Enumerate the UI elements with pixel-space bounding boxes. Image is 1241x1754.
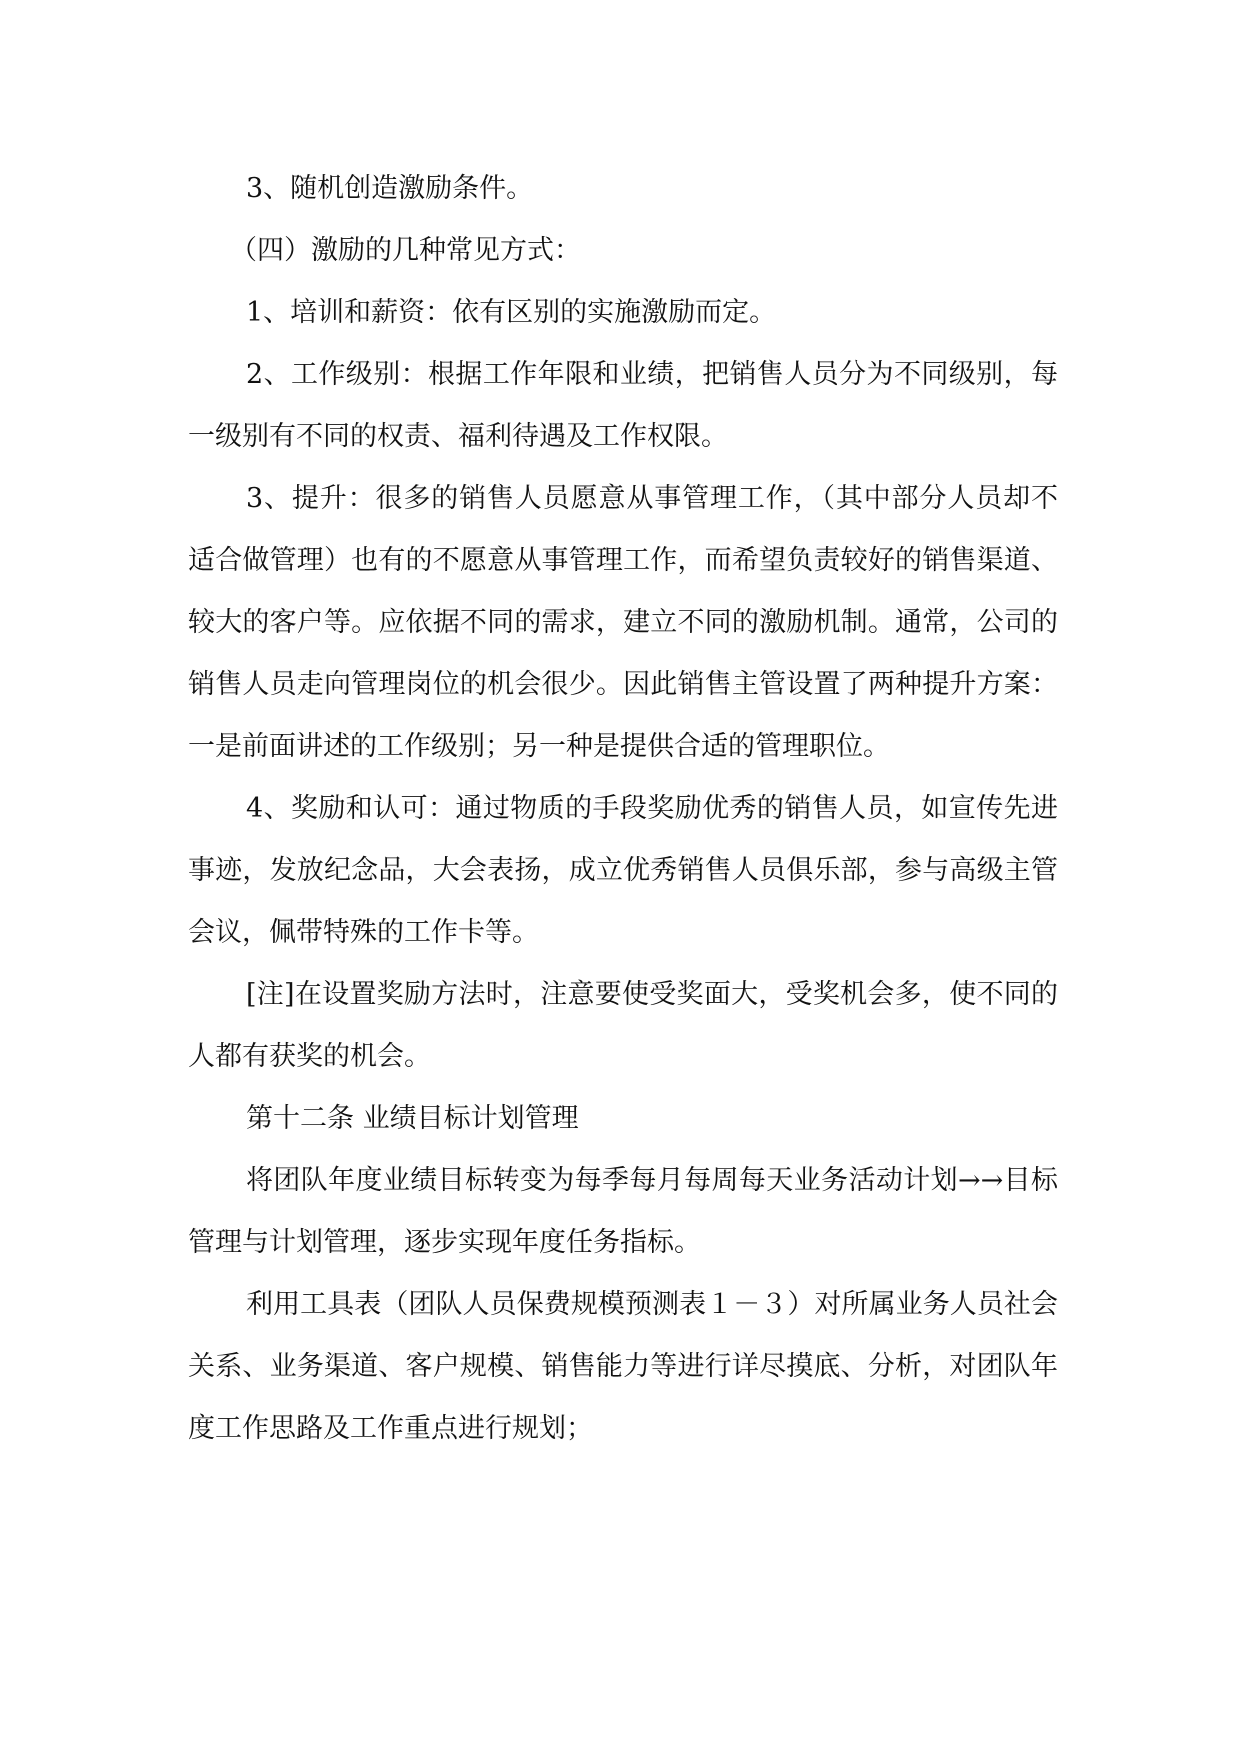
paragraph: （四）激励的几种常见方式： <box>230 235 581 266</box>
document-body <box>188 158 1058 1460</box>
paragraph: 3、随机创造激励条件。 <box>246 173 534 204</box>
paragraph: [注]在设置奖励方法时，注意要使受奖面大，受奖机会多，使不同的人都有获奖的机会。 <box>188 979 1058 1072</box>
section-heading: 第十二条 业绩目标计划管理 <box>246 1103 579 1134</box>
paragraph: 4、奖励和认可：通过物质的手段奖励优秀的销售人员，如宣传先进事迹，发放纪念品，大会表扬，成立优秀销售人员俱乐部，参与高级主管会议，佩带特殊的工作卡等。 <box>188 793 1058 948</box>
paragraph: 2、工作级别：根据工作年限和业绩，把销售人员分为不同级别，每一级别有不同的权责、福利待遇及工作权限。 <box>188 359 1058 452</box>
paragraph: 3、提升：很多的销售人员愿意从事管理工作，（其中部分人员却不适合做管理）也有的不愿意从事管理工作，而希望负责较好的销售渠道、较大的客户等。应依据不同的需求，建立不同的激励机制。通常，公司的销售人员走向管理岗位的机会很少。因此销售主管设置了两种提升方案：一是前面讲述的工作级别；另一种是提供合适的管理职位。 <box>188 483 1058 762</box>
paragraph: 1、培训和薪资：依有区别的实施激励而定。 <box>246 297 777 328</box>
paragraph: 利用工具表（团队人员保费规模预测表１－３）对所属业务人员社会关系、业务渠道、客户规模、销售能力等进行详尽摸底、分析，对团队年度工作思路及工作重点进行规划； <box>188 1289 1058 1444</box>
paragraph: 将团队年度业绩目标转变为每季每月每周每天业务活动计划→→目标管理与计划管理，逐步实现年度任务指标。 <box>188 1165 1058 1258</box>
